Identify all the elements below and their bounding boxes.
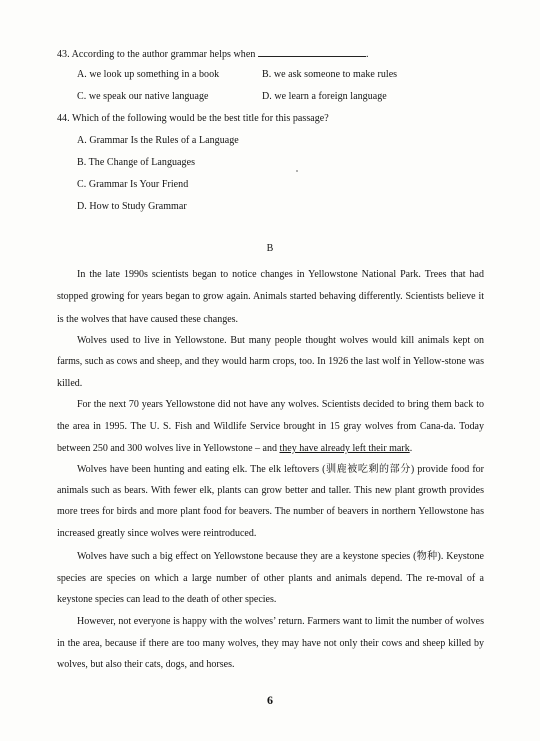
- question-43-number: 43.: [57, 49, 70, 60]
- section-label: B: [266, 243, 274, 254]
- passage-paragraph-5: Wolves have such a big effect on Yellowstone because they are a keystone species (物种). Keystone species are species on which a large number of other plants and animals depend. The re-moval of a keystone species can lead to the death of other species.: [57, 551, 484, 606]
- question-44-option-d[interactable]: D. How to Study Grammar: [77, 201, 187, 212]
- question-44-text: Which of the following would be the best title for this passage?: [72, 113, 329, 124]
- underlined-phrase: they have already left their mark: [279, 443, 410, 454]
- page-number: 6: [267, 693, 273, 707]
- passage-paragraph-4: Wolves have been hunting and eating elk. The elk leftovers (驯鹿被吃剩的部分) provide food for animals such as bears. With fewer elk, plants can grow better and taller. This new plant growth provides more trees for birds and more plant food for beavers. The number of beavers in northern Yellowstone has increased greatly since wolves were reintroduced.: [57, 464, 484, 539]
- question-43-option-b[interactable]: B. we ask someone to make rules: [262, 69, 398, 80]
- scan-speck: [296, 170, 298, 172]
- question-43-end: .: [365, 49, 369, 60]
- question-44-option-b[interactable]: B. The Change of Languages: [77, 157, 196, 168]
- paragraph-3-end: .: [409, 443, 413, 454]
- question-43-stem: [57, 47, 369, 60]
- question-43-option-c[interactable]: C. we speak our native language: [77, 91, 209, 102]
- question-43-option-d[interactable]: D. we learn a foreign language: [262, 91, 387, 102]
- question-44-option-c[interactable]: C. Grammar Is Your Friend: [77, 179, 189, 190]
- question-43-option-a[interactable]: A. we look up something in a book: [77, 69, 220, 80]
- passage-paragraph-2: Wolves used to live in Yellowstone. But many people thought wolves would kill animals kept on farms, such as cows and sheep, and they would harm crops, too. In 1926 the last wolf in Yellow-stone was killed.: [57, 335, 484, 389]
- paragraph-3-text: For the next 70 years Yellowstone did not have any wolves. Scientists decided to bring them back to the area in 1995. The U. S. Fish and Wildlife Service brought in 15 gray wolves from Cana-da. Today between 250 and 300 wolves live in Yellowstone – and: [57, 399, 484, 454]
- answer-blank[interactable]: [258, 47, 366, 57]
- passage-paragraph-6: However, not everyone is happy with the wolves’ return. Farmers want to limit the number of wolves in the area, because if there are too many wolves, they may have not only their cows and sheep killed by wolves, but also their cats, dogs, and horses.: [57, 616, 484, 670]
- passage-paragraph-1: In the late 1990s scientists began to notice changes in Yellowstone National Park. Trees that had stopped growing for years began to grow again. Animals started behaving differently. Scientists believe it is the wolves that have caused these changes.: [57, 269, 484, 325]
- passage-paragraph-3: [57, 394, 484, 460]
- question-44-option-a[interactable]: A. Grammar Is the Rules of a Language: [77, 135, 239, 146]
- question-43-text: According to the author grammar helps when: [71, 49, 256, 60]
- question-44-stem: [57, 113, 329, 124]
- question-44-number: 44.: [57, 113, 70, 124]
